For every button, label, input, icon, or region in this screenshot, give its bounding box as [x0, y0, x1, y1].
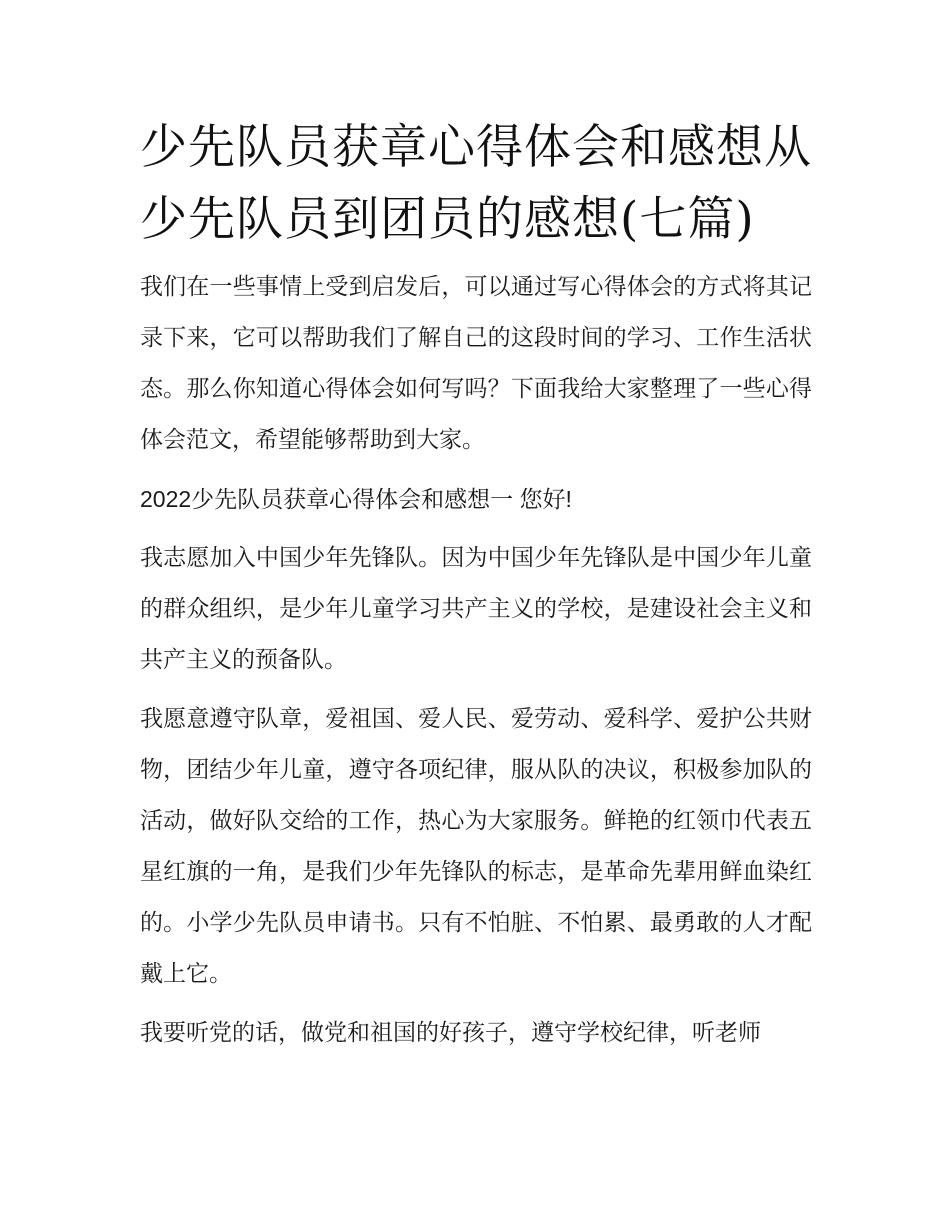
document-body [140, 112, 812, 1067]
intro-paragraph: 我们在一些事情上受到启发后，可以通过写心得体会的方式将其记录下来，它可以帮助我们了解自己的这段时间的学习、工作生活状态。那么你知道心得体会如何写吗？下面我给大家整理了一些心得体会范文，希望能够帮助到大家。 [140, 274, 812, 453]
body-paragraph: 我要听党的话，做党和祖国的好孩子，遵守学校纪律，听老师 [140, 1020, 761, 1046]
body-paragraph: 我愿意遵守队章，爱祖国、爱人民、爱劳动、爱科学、爱护公共财物，团结少年儿童，遵守各项纪律，服从队的决议，积极参加队的活动，做好队交给的工作，热心为大家服务。鲜艳的红领巾代表五星红旗的一角，是我们少年先锋队的标志，是革命先辈用鲜血染红的。小学少先队员申请书。只有不怕脏、不怕累、最勇敢的人才配戴上它。 [140, 706, 812, 987]
section-heading-line: 2022少先队员获章心得体会和感想一 您好! [140, 486, 572, 512]
document-title: 少先队员获章心得体会和感想从少先队员到团员的感想(七篇) [140, 120, 812, 247]
body-paragraph: 我志愿加入中国少年先锋队。因为中国少年先锋队是中国少年儿童的群众组织，是少年儿童学习共产主义的学校，是建设社会主义和共产主义的预备队。 [140, 545, 812, 673]
